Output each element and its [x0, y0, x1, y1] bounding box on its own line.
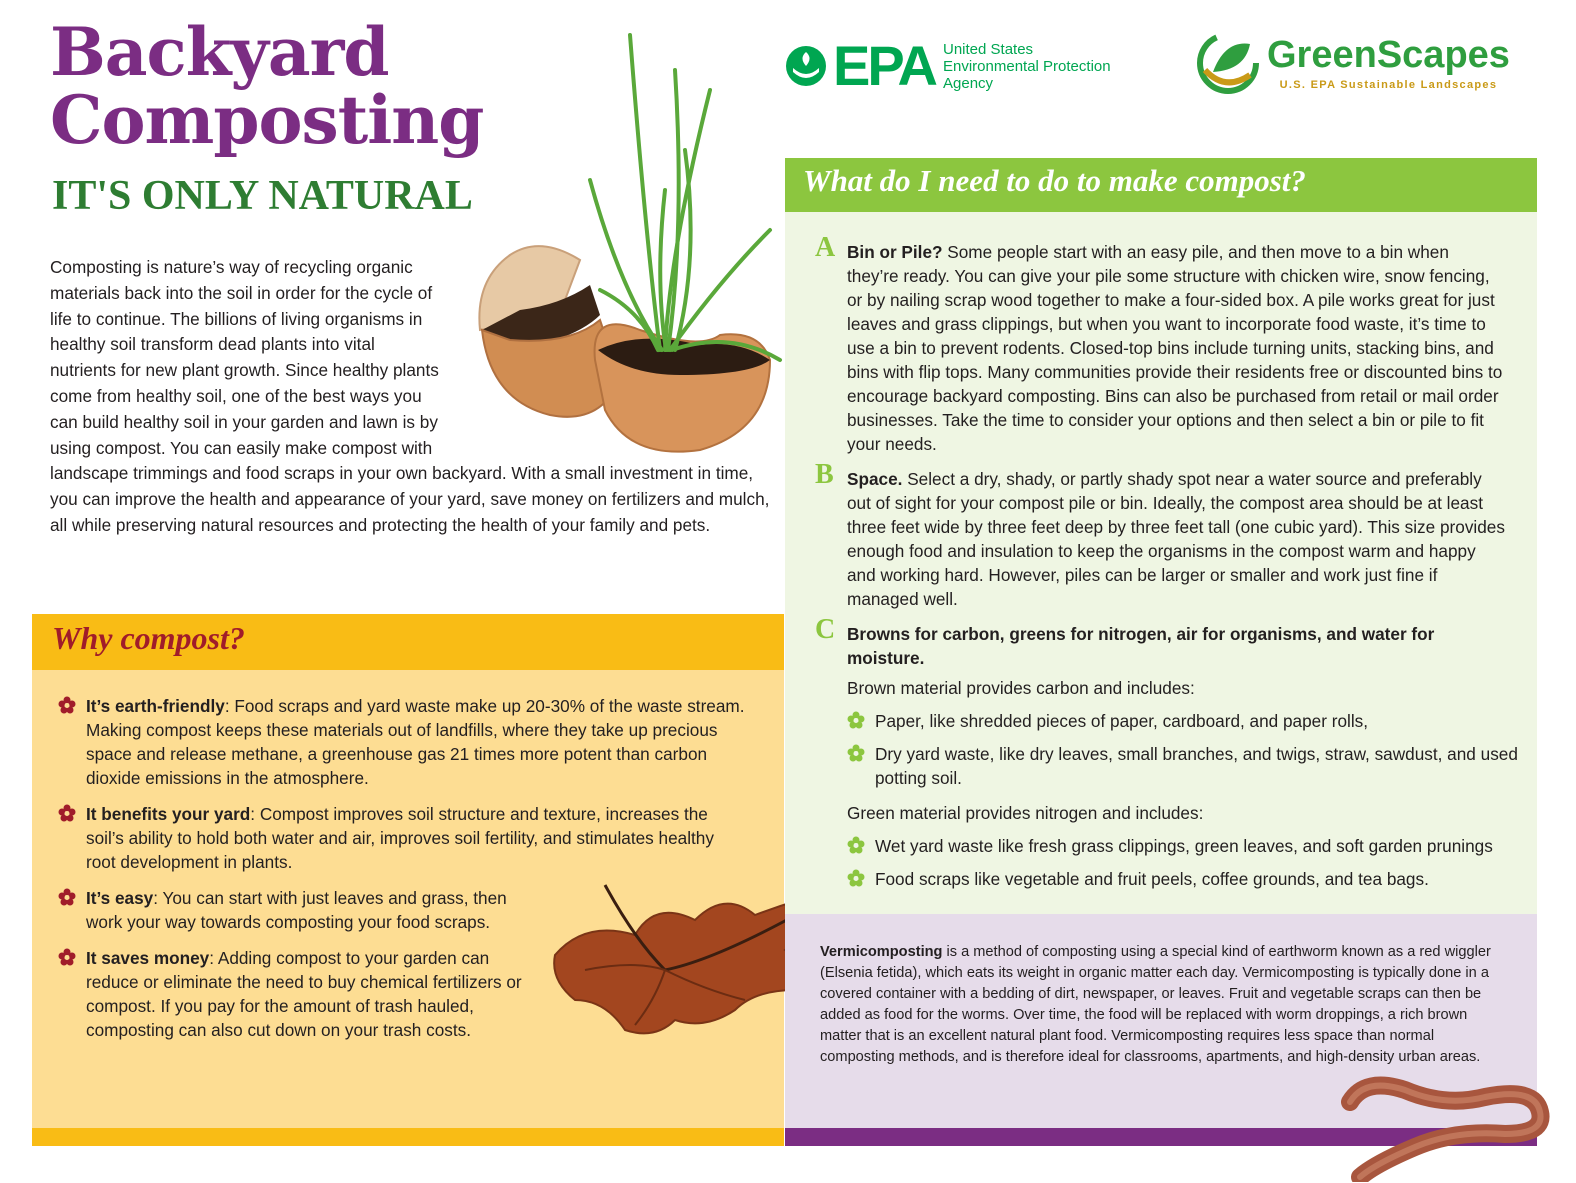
- epa-line-3: Agency: [943, 74, 994, 92]
- greenscapes-subtitle: U.S. EPA Sustainable Landscapes: [1279, 79, 1498, 91]
- step-b: [815, 459, 1505, 611]
- epa-flower-icon: [785, 42, 827, 90]
- item-text: Wet yard waste like fresh grass clippings, green leaves, and soft garden prunings: [875, 836, 1493, 856]
- make-compost-title: What do I need to do to make compost?: [803, 163, 1306, 198]
- step-c: [815, 614, 1475, 670]
- vermicomposting-paragraph: [820, 942, 1500, 1068]
- item-text: : Compost improves soil structure and texture, increases the soil’s ability to hold both water and air, improves soil fertility, and stimulates healthy root development in plants.: [86, 804, 714, 872]
- brown-material-intro: Brown material provides carbon and includes:: [847, 678, 1195, 698]
- list-item: [847, 834, 1527, 858]
- item-text: Dry yard waste, like dry leaves, small branches, and twigs, straw, sawdust, and used potting soil.: [875, 744, 1518, 788]
- flower-bullet-icon: [847, 869, 865, 887]
- list-item: [847, 709, 1527, 733]
- flower-bullet-icon: [58, 804, 76, 822]
- item-heading: It benefits your yard: [86, 804, 251, 824]
- flower-bullet-icon: [847, 836, 865, 854]
- float-spacer: [440, 255, 770, 455]
- epa-line-1: United States: [943, 40, 1034, 58]
- item-heading: It saves money: [86, 948, 210, 968]
- list-item: [58, 694, 748, 790]
- item-heading: It’s earth-friendly: [86, 696, 225, 716]
- epa-agency-text: [943, 41, 1111, 92]
- vermicomposting-heading: Vermicomposting: [820, 944, 943, 960]
- step-letter: A: [815, 232, 836, 263]
- step-a: [815, 232, 1505, 456]
- intro-paragraph: [50, 255, 770, 539]
- step-heading: Space.: [847, 469, 903, 489]
- list-item: [58, 946, 536, 1042]
- epa-logo: [785, 34, 1111, 97]
- page-subtitle: IT'S ONLY NATURAL: [52, 173, 473, 219]
- item-heading: It’s easy: [86, 888, 154, 908]
- item-text: : Adding compost to your garden can reduce or eliminate the need to buy chemical fertilizers or compost. If you pay for the amount of trash hauled, composting can also cut down on your trash costs.: [86, 948, 522, 1040]
- earthworm-image: [1335, 1072, 1555, 1182]
- list-item: [847, 867, 1527, 891]
- greenscapes-logo: [1195, 30, 1510, 96]
- flower-bullet-icon: [847, 744, 865, 762]
- title-line-2: Composting: [50, 81, 484, 159]
- flower-bullet-icon: [58, 696, 76, 714]
- item-text: : Food scraps and yard waste make up 20-30% of the waste stream. Making compost keeps these materials out of landfills, where they take up precious space and release methane, a greenhouse gas 21 times more potent than carbon dioxide emissions in the atmosphere.: [86, 696, 745, 788]
- flower-bullet-icon: [58, 948, 76, 966]
- greenscapes-title: GreenScapes: [1267, 34, 1510, 76]
- item-text: : You can start with just leaves and grass, then work your way towards composting your food scraps.: [86, 888, 507, 932]
- list-item: [58, 886, 536, 934]
- why-compost-title: Why compost?: [52, 620, 245, 656]
- epa-line-2: Environmental Protection: [943, 57, 1111, 75]
- vermicomposting-text: is a method of composting using a special kind of earthworm known as a red wiggler (Elsenia fetida), which eats its weight in organic matter each day. Vermicomposting is typically done in a covered container with a bedding of dirt, newspaper, or leaves. Fruit and vegetable scraps can then be added as food for the worms. Over time, the food will be replaced with worm droppings, a rich brown matter that is an excellent natural plant food. Vermicomposting requires less space than normal composting methods, and is therefore ideal for classrooms, apartments, and high-density urban areas.: [820, 944, 1491, 1065]
- step-heading: Bin or Pile?: [847, 242, 943, 262]
- step-text: Select a dry, shady, or partly shady spot near a water source and preferably out of sight for your compost pile or bin. Ideally, the compost area should be at least three feet wide by three feet deep by three feet tall (one cubic yard). This size provides enough food and insulation to keep the organisms in the compost warm and happy and working hard. However, piles can be larger or smaller and work just fine if managed well.: [847, 469, 1505, 609]
- green-material-list: [847, 834, 1527, 900]
- item-text: Food scraps like vegetable and fruit peels, coffee grounds, and tea bags.: [875, 869, 1429, 889]
- greenscapes-leaf-icon: [1195, 30, 1261, 96]
- flower-bullet-icon: [58, 888, 76, 906]
- step-text: Some people start with an easy pile, and then move to a bin when they’re ready. You can give your pile some structure with chicken wire, snow fencing, or by nailing scrap wood together to make a four-sided box. A pile works great for just leaves and grass clippings, but when you want to incorporate food waste, it’s time to use a bin to prevent rodents. Closed-top bins include turning units, stacking bins, and bins with flip tops. Many communities provide their residents free or discounted bins to encourage backyard composting. Bins can also be purchased from retail or mail order businesses. Take the time to consider your options and then select a bin or pile to fit your needs.: [847, 242, 1503, 454]
- step-letter: B: [815, 459, 834, 490]
- flower-bullet-icon: [847, 711, 865, 729]
- brown-material-list: [847, 709, 1527, 799]
- step-letter: C: [815, 614, 836, 645]
- list-item: [847, 742, 1527, 790]
- green-material-intro: Green material provides nitrogen and includes:: [847, 803, 1204, 823]
- list-item: [58, 802, 748, 874]
- step-heading: Browns for carbon, greens for nitrogen, air for organisms, and water for moisture.: [847, 624, 1435, 668]
- intro-text: Composting is nature’s way of recycling organic materials back into the soil in order for the cycle of life to continue. The billions of living organisms in healthy soil transform dead plants into vital nutrients for new plant growth. Since healthy plants come from healthy soil, one of the best ways you can build healthy soil in your garden and lawn is by using compost. You can easily make compost with landscape trimmings and food scraps in your own backyard. With a small investment in time, you can improve the health and appearance of your yard, save money on fertilizers and mulch, all while preserving natural resources and protecting the health of your family and pets.: [50, 257, 770, 535]
- item-text: Paper, like shredded pieces of paper, cardboard, and paper rolls,: [875, 711, 1369, 731]
- epa-wordmark: EPA: [833, 34, 935, 97]
- page-title: [50, 13, 484, 159]
- bottom-bar-gold: [32, 1128, 784, 1146]
- title-line-1: Backyard: [50, 13, 389, 91]
